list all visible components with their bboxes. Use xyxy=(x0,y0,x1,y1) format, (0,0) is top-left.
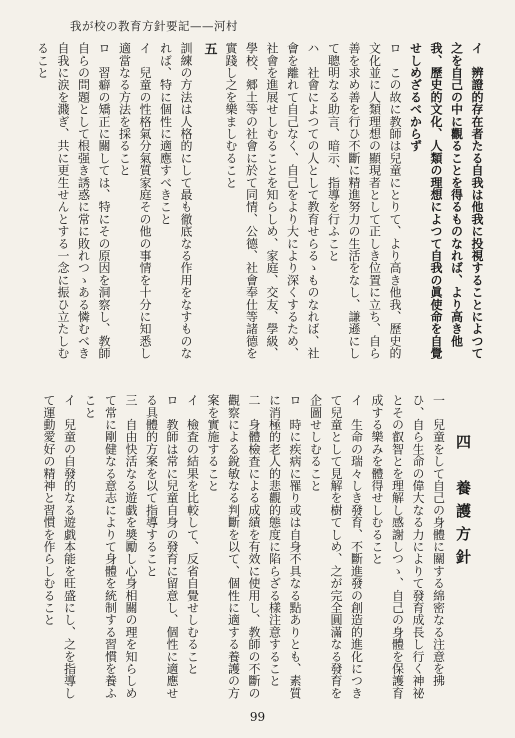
section-five-intro: 訓練の方法は人格的にして最も徹底なる作用をなすものなれば、特に個性に適應すべきこと xyxy=(158,42,193,360)
section-five-item-ro: ロ 習癖の矯正に關しては、特にその原因を洞察し、教師自らの問題として根强き誘惑に常に敗れつゝある憐むべき自我に涙を濺ぎ、共に更生せんとする一念に振ひ立たしむること xyxy=(35,42,111,360)
lower-item-1-i: イ 生命の瑞々しき發育、不斷進發の創造的進化につきて兒童として見解を樹てしめ、之が完全圓滿なる發育を企圖せしむること xyxy=(308,394,364,699)
section-four-heading: 四 養護方針 xyxy=(454,434,472,572)
upper-item-ha: ハ 社會によつての人として教育せらるゝものなれば、社會を離れて自己なく、自己をより大により深くするため、社會を進展せしむることを知らしめ、家庭、交友、學級、學校、郷土等の社會に於て同情、公德、社會奉仕等諸德を實踐し之を樂ましむること xyxy=(224,42,320,360)
section-five-heading: 五 xyxy=(201,42,217,56)
upper-item-ro: ロ この故に教師は兒童にとりて、より高き他我、歷史的文化並に人類理想の顯現者として正しき位置に立ち、自ら善を求め善を行ひ不斷に精進努力の生活をなし、謙遜にして聰明なる助言、暗示、指導を行ふこと xyxy=(326,42,402,360)
lower-item-2: 二 身體檢査による成績を有效に使用し、教師の不斷の觀察による銳敏なる判斷を以て、個性に適する養護の方案を實施すること xyxy=(206,394,261,699)
lower-item-3: 三 自由快活なる遊戯を奬勵し心身相關の理を知らしめて常に剛健なる意志によりて身體を統制する習慣を養ふこと xyxy=(83,394,138,699)
page-number: 99 xyxy=(249,710,266,724)
lower-item-2-i: イ 檢査の結果を比較して、反省自覺せしむること xyxy=(185,394,200,675)
lower-text-block xyxy=(39,394,478,702)
running-title: 我が校の教育方針要記——河村 xyxy=(70,19,238,33)
lower-item-3-i: イ 兒童の自發的なる遊戯本能を旺盛にし、之を指導して運動愛好の精神と習慣を作らしむること xyxy=(42,394,77,699)
lower-item-1: 一 兒童をして自己の身體に關する綿密なる注意を拂ひ、自ら生命の偉大なる力によりて發育成長し行く神祕とその叡智とを理解し感謝しつゝ、自己の身體を保護育成する樂みを體得せしむること xyxy=(370,394,446,699)
lower-item-1-ro: ロ 時に疾病に罹り或は自身不具なる點ありとも、素質に消極的老人的悲觀的態度に陷らざる樣注意すること xyxy=(267,394,302,699)
lower-item-2-ro: ロ 教師は常に兒童自身の發育に留意し、個性に適應せる具體的方案を以て指導すること xyxy=(144,394,179,699)
section-five-item-i: イ 兒童の性格氣分氣質家庭その他の事情を十分に知悉し適當なる方法を採ること xyxy=(117,42,152,360)
upper-text-block xyxy=(32,42,487,360)
upper-item-i: イ 辨證的存在者たる自我は他我に投視することによつて之を自己の中に觀ることを得るものなれば、より高き他我、歷史的文化、人類の理想によつて自我の眞使命を自覺せしめざるべからず xyxy=(408,42,484,360)
